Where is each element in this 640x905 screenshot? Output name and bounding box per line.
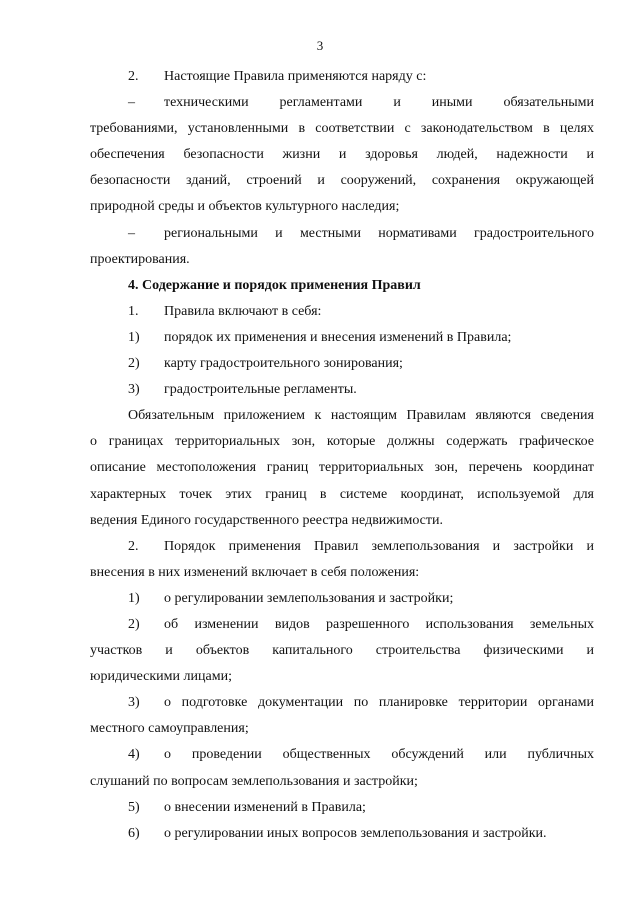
item-text: о регулировании иных вопросов землепользования и застройки. <box>164 825 547 841</box>
item-number: – <box>128 225 135 241</box>
text-line: участков и объектов капитального строительства физическими и <box>90 643 594 659</box>
list-item <box>90 612 594 638</box>
section-heading-text: 4. Содержание и порядок применения Правил <box>128 277 421 293</box>
item-text: о внесении изменений в Правила; <box>164 799 366 815</box>
text-line: требованиями, установленными в соответствии с законодательством в целях <box>90 121 594 137</box>
section-heading <box>90 273 594 299</box>
text-line: безопасности зданий, строений и сооружений, сохранения окружающей <box>90 173 594 189</box>
item-number: 4) <box>128 747 140 763</box>
list-item <box>90 795 594 821</box>
item-number: 5) <box>128 799 140 815</box>
item-number: 6) <box>128 825 140 841</box>
list-item <box>90 690 594 716</box>
item-text: техническими регламентами и иными обязательными <box>164 95 594 111</box>
paragraph-first-line <box>90 403 594 429</box>
list-item <box>90 64 594 90</box>
text-line: местного самоуправления; <box>90 721 249 737</box>
text-line: Обязательным приложением к настоящим Правилам являются сведения <box>128 408 594 424</box>
text-line: слушаний по вопросам землепользования и застройки; <box>90 773 418 789</box>
item-number: 3) <box>128 382 140 398</box>
list-item <box>90 586 594 612</box>
item-number: 1) <box>128 329 140 345</box>
text-line: внесения в них изменений включает в себя положения: <box>90 564 420 580</box>
item-number: 2) <box>128 356 140 372</box>
item-text: Настоящие Правила применяются наряду с: <box>164 69 427 84</box>
list-item <box>90 377 594 403</box>
text-line: характерных точек этих границ в системе координат, используемой для <box>90 486 594 502</box>
text-line: юридическими лицами; <box>90 669 232 685</box>
item-text: Порядок применения Правил землепользования и застройки и <box>164 538 594 554</box>
item-number: 2. <box>128 538 139 554</box>
text-line: о границах территориальных зон, которые должны содержать графическое <box>90 434 594 450</box>
item-text: об изменении видов разрешенного использования земельных <box>164 616 594 632</box>
list-item <box>90 299 594 325</box>
text-line: природной среды и объектов культурного наследия; <box>90 199 400 215</box>
item-number: 2. <box>128 69 139 84</box>
text-line: ведения Единого государственного реестра недвижимости. <box>90 512 443 528</box>
list-item <box>90 821 594 847</box>
list-item <box>90 221 594 247</box>
list-item <box>90 90 594 116</box>
item-number: 3) <box>128 695 140 711</box>
item-text: Правила включают в себя: <box>164 303 322 319</box>
document-body <box>90 64 594 847</box>
text-line: обеспечения безопасности жизни и здоровья людей, надежности и <box>90 147 594 163</box>
item-number: 1. <box>128 303 139 319</box>
item-text: о проведении общественных обсуждений или публичных <box>164 747 594 763</box>
list-item <box>90 351 594 377</box>
list-item <box>90 325 594 351</box>
page-number: 3 <box>316 38 324 53</box>
item-number: 1) <box>128 590 140 606</box>
item-text: карту градостроительного зонирования; <box>164 356 403 372</box>
item-number: – <box>128 95 135 111</box>
list-item <box>90 534 594 560</box>
item-text: градостроительные регламенты. <box>164 382 357 398</box>
item-text: о подготовке документации по планировке территории органами <box>164 695 594 711</box>
text-line: проектирования. <box>90 251 190 267</box>
item-number: 2) <box>128 616 140 632</box>
list-item <box>90 742 594 768</box>
item-text: о регулировании землепользования и застройки; <box>164 590 454 606</box>
item-text: порядок их применения и внесения изменений в Правила; <box>164 329 512 345</box>
item-text: региональными и местными нормативами градостроительного <box>164 225 594 241</box>
text-line: описание местоположения границ территориальных зон, перечень координат <box>90 460 594 476</box>
